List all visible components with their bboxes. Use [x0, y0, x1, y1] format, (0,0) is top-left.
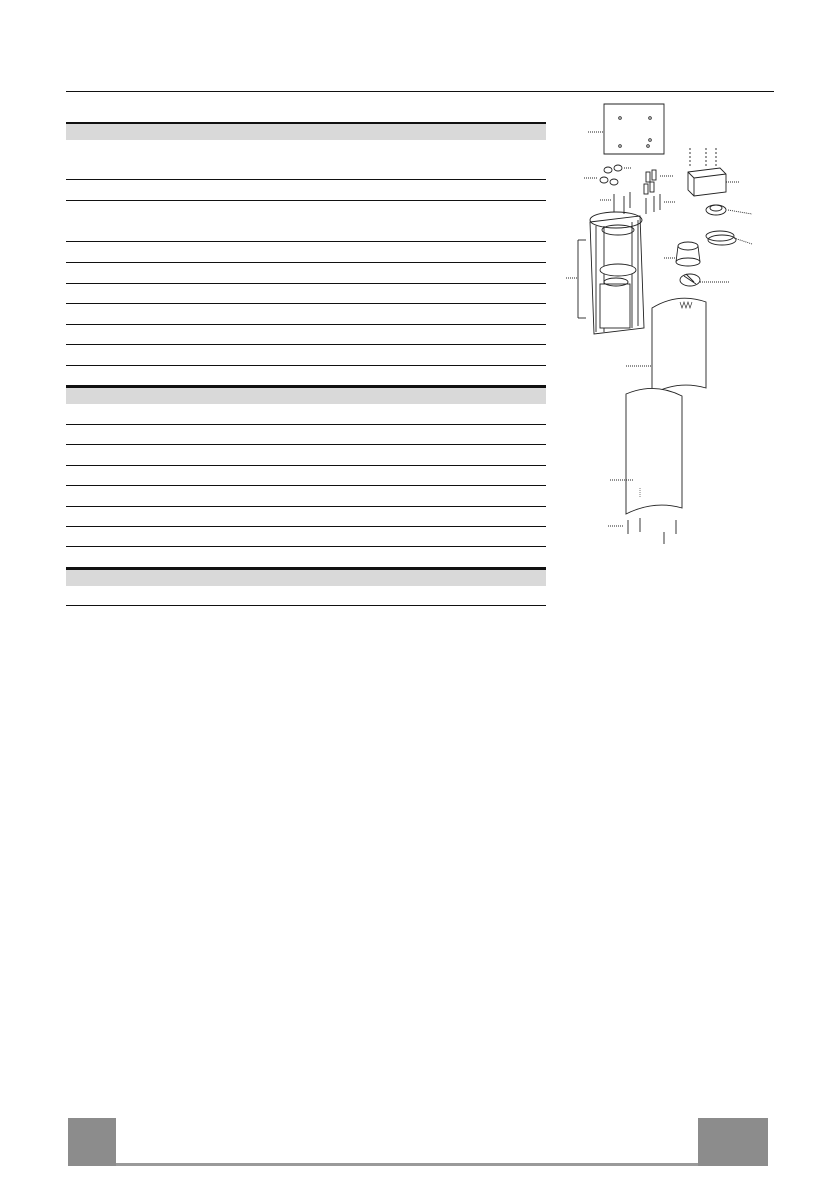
header-rule	[66, 91, 774, 92]
parts-table	[66, 122, 546, 606]
washers	[600, 165, 622, 185]
screws	[614, 192, 660, 214]
bottom-screws	[628, 518, 676, 544]
reduction-collar	[676, 242, 700, 266]
table-row	[66, 486, 546, 507]
table-section	[66, 122, 546, 386]
table-row	[66, 180, 546, 201]
section-header	[66, 122, 546, 140]
table-row	[66, 304, 546, 325]
lower-chimney	[626, 388, 682, 514]
table-row	[66, 425, 546, 445]
table-row	[66, 527, 546, 547]
page-footer	[68, 1118, 768, 1166]
table-row	[66, 140, 546, 180]
table-row	[66, 201, 546, 242]
table-row	[66, 547, 546, 568]
table-row	[66, 507, 546, 527]
flanges	[706, 205, 736, 245]
upper-chimney	[652, 298, 706, 394]
hood-frame	[590, 212, 644, 334]
footer-rule	[116, 1163, 698, 1166]
spacers	[644, 170, 656, 194]
exploded-parts-diagram	[560, 96, 760, 546]
table-section	[66, 568, 546, 606]
table-row	[66, 284, 546, 304]
table-section	[66, 386, 546, 568]
mounting-plate	[604, 104, 664, 154]
table-row	[66, 366, 546, 386]
table-row	[66, 345, 546, 366]
leader-line	[728, 210, 752, 214]
table-row	[66, 466, 546, 486]
table-row	[66, 445, 546, 466]
junction-box	[688, 148, 726, 196]
section-header	[66, 386, 546, 404]
table-row	[66, 404, 546, 425]
check-valve	[680, 274, 700, 286]
footer-tab-left	[68, 1118, 116, 1166]
section-header	[66, 568, 546, 586]
table-row	[66, 263, 546, 284]
leader-line	[734, 238, 752, 244]
table-row	[66, 586, 546, 606]
table-row	[66, 242, 546, 263]
footer-tab-right	[698, 1118, 768, 1166]
table-row	[66, 325, 546, 345]
